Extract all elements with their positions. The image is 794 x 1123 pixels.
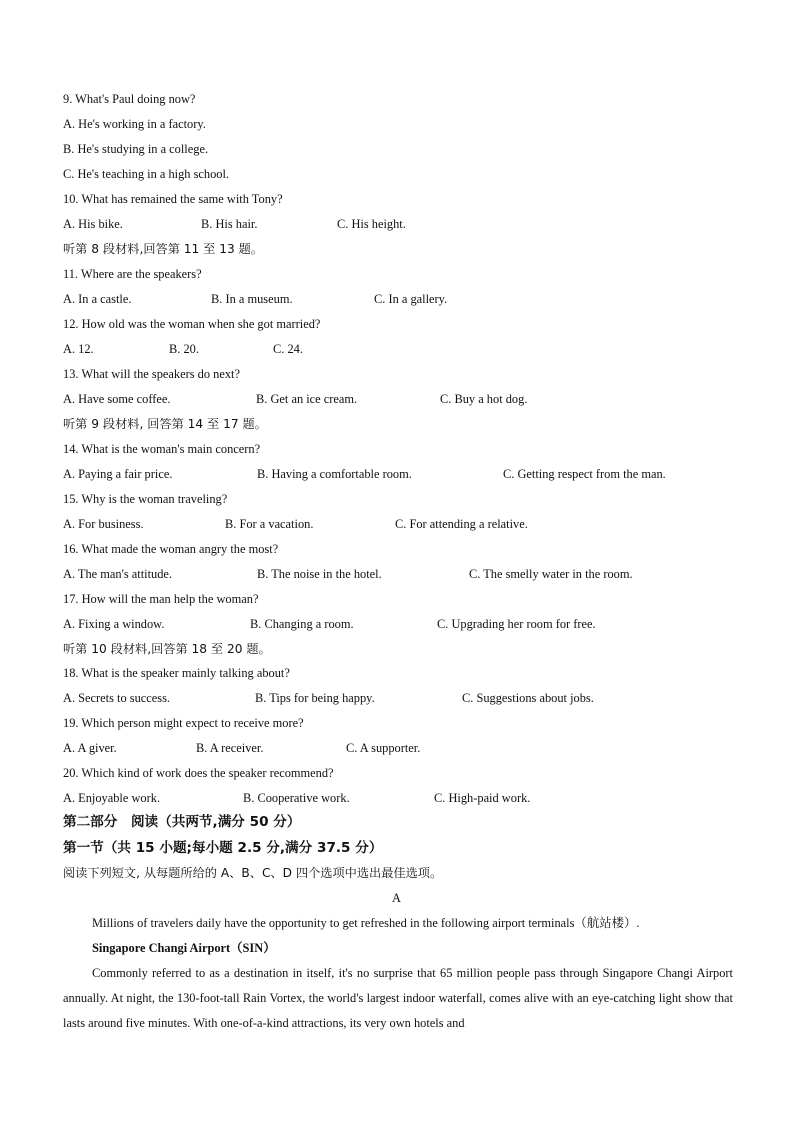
- option-20c: C. High-paid work.: [434, 791, 531, 805]
- option-9a: A. He's working in a factory.: [63, 117, 206, 131]
- option-12c: C. 24.: [273, 342, 303, 356]
- question-20: 20. Which kind of work does the speaker recommend?: [63, 766, 334, 780]
- option-19a: A. A giver.: [63, 741, 117, 755]
- section-instruction-9: 听第 9 段材料, 回答第 14 至 17 题。: [63, 417, 267, 431]
- option-20a: A. Enjoyable work.: [63, 791, 161, 805]
- question-9: 9. What's Paul doing now?: [63, 92, 196, 106]
- option-18b: B. Tips for being happy.: [255, 691, 375, 705]
- option-16b: B. The noise in the hotel.: [257, 567, 382, 581]
- question-11: 11. Where are the speakers?: [63, 267, 202, 281]
- question-14: 14. What is the woman's main concern?: [63, 442, 261, 456]
- section-title: 第一节（共 15 小题;每小题 2.5 分,满分 37.5 分）: [63, 840, 383, 856]
- option-9b: B. He's studying in a college.: [63, 142, 209, 156]
- passage-paragraph: Commonly referred to as a destination in itself, it's no surprise that 65 million people pass through Singapore Changi Airport annually. At night, the 130-foot-tall Rain Vortex, the world's largest indoor waterfall, comes alive with an eye-catching light show that lasts around five minutes. With one-of-a-kind attractions, its very own hotels and: [63, 966, 733, 1030]
- option-9c: C. He's teaching in a high school.: [63, 167, 230, 181]
- airport-heading: Singapore Changi Airport（SIN）: [92, 941, 276, 955]
- part-title: 第二部分 阅读（共两节,满分 50 分）: [63, 814, 301, 830]
- option-14b: B. Having a comfortable room.: [257, 467, 412, 481]
- option-15a: A. For business.: [63, 517, 144, 531]
- question-10: 10. What has remained the same with Tony?: [63, 192, 283, 206]
- option-11a: A. In a castle.: [63, 292, 132, 306]
- reading-instruction: 阅读下列短文, 从每题所给的 A、B、C、D 四个选项中选出最佳选项。: [63, 866, 443, 880]
- question-15: 15. Why is the woman traveling?: [63, 492, 228, 506]
- option-14a: A. Paying a fair price.: [63, 467, 173, 481]
- question-13: 13. What will the speakers do next?: [63, 367, 240, 381]
- passage-intro: Millions of travelers daily have the opportunity to get refreshed in the following airport terminals（航站楼）.: [92, 916, 640, 930]
- option-17a: A. Fixing a window.: [63, 617, 165, 631]
- question-18: 18. What is the speaker mainly talking about?: [63, 666, 290, 680]
- option-10c: C. His height.: [337, 217, 406, 231]
- option-13a: A. Have some coffee.: [63, 392, 171, 406]
- passage-label: A: [392, 891, 401, 905]
- option-14c: C. Getting respect from the man.: [503, 467, 666, 481]
- option-10a: A. His bike.: [63, 217, 123, 231]
- option-10b: B. His hair.: [201, 217, 258, 231]
- section-instruction-8: 听第 8 段材料,回答第 11 至 13 题。: [63, 242, 263, 256]
- option-11c: C. In a gallery.: [374, 292, 448, 306]
- option-16a: A. The man's attitude.: [63, 567, 173, 581]
- option-19b: B. A receiver.: [196, 741, 264, 755]
- option-13c: C. Buy a hot dog.: [440, 392, 528, 406]
- question-17: 17. How will the man help the woman?: [63, 592, 259, 606]
- option-13b: B. Get an ice cream.: [256, 392, 358, 406]
- question-12: 12. How old was the woman when she got married?: [63, 317, 321, 331]
- option-17c: C. Upgrading her room for free.: [437, 617, 596, 631]
- question-16: 16. What made the woman angry the most?: [63, 542, 279, 556]
- section-instruction-10: 听第 10 段材料,回答第 18 至 20 题。: [63, 642, 271, 656]
- option-12b: B. 20.: [169, 342, 199, 356]
- question-19: 19. Which person might expect to receive more?: [63, 716, 304, 730]
- option-17b: B. Changing a room.: [250, 617, 354, 631]
- option-18c: C. Suggestions about jobs.: [462, 691, 594, 705]
- option-15c: C. For attending a relative.: [395, 517, 528, 531]
- option-12a: A. 12.: [63, 342, 94, 356]
- option-18a: A. Secrets to success.: [63, 691, 171, 705]
- option-20b: B. Cooperative work.: [243, 791, 350, 805]
- option-11b: B. In a museum.: [211, 292, 293, 306]
- option-15b: B. For a vacation.: [225, 517, 314, 531]
- option-16c: C. The smelly water in the room.: [469, 567, 633, 581]
- option-19c: C. A supporter.: [346, 741, 421, 755]
